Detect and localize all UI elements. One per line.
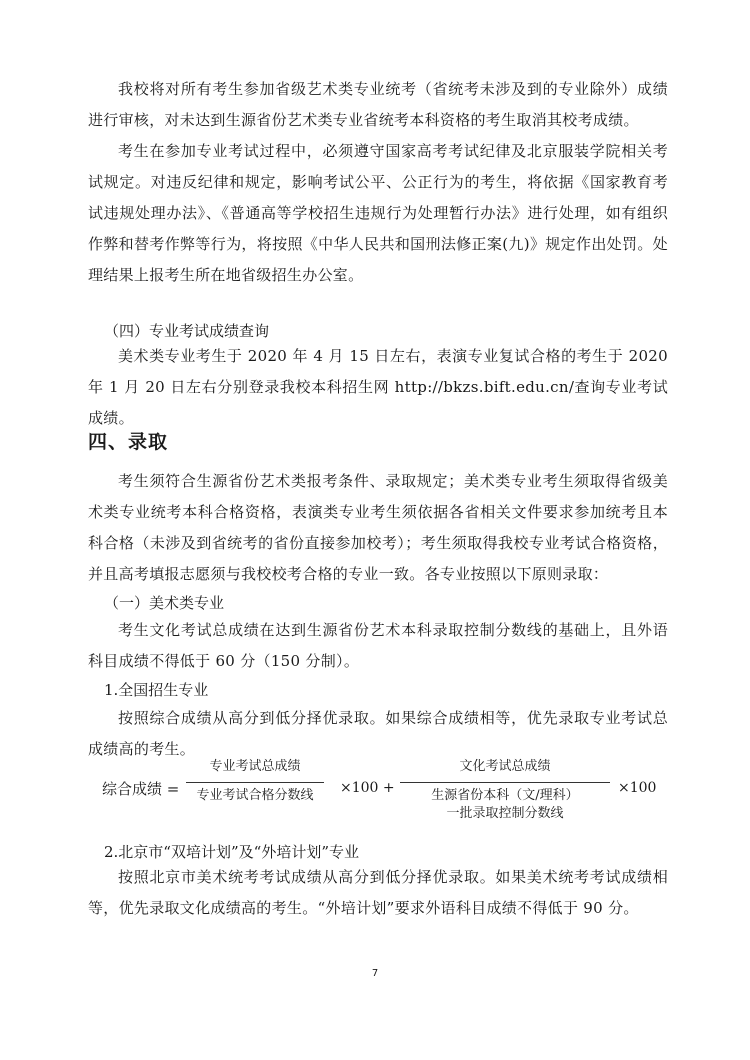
fraction-culture-denominator-line2: 一批录取控制分数线 [446,806,564,821]
item-national-majors-title: 1.全国招生专业 [104,681,209,699]
formula-times-plus: ×100 + [340,780,395,796]
fraction-culture [400,758,610,823]
item-beijing-programs-title: 2.北京市“双培计划”及“外培计划”专业 [104,843,359,861]
paragraph-score-query: 美术类专业考生于 2020 年 4 月 15 日左右，表演专业复试合格的考生于 2020 年 1 月 20 日左右分别登录我校本科招生网 http://bkzs.bift.edu.cn/查询专业考试成绩。 [88,347,668,427]
fraction-professional [186,758,324,805]
paragraph-score-review: 我校将对所有考生参加省级艺术类专业统考（省统考未涉及到的专业除外）成绩进行审核，对未达到生源省份艺术类专业省统考本科资格的考生取消其校考成绩。 [88,80,668,129]
fraction-professional-denominator: 专业考试合格分数线 [196,788,314,803]
section-score-query-title: （四）专业考试成绩查询 [104,322,270,340]
fraction-culture-numerator: 文化考试总成绩 [459,759,551,774]
composite-score-formula [88,758,688,838]
fraction-professional-numerator: 专业考试总成绩 [209,759,301,774]
paragraph-exam-discipline: 考生在参加专业考试过程中，必须遵守国家高考考试纪律及北京服装学院相关考试规定。对违反纪律和规定，影响考试公平、公正行为的考生，将依据《国家教育考试违规处理办法》、《普通高等学校招生违规行为处理暂行办法》进行处理，如有组织作弊和替考作弊等行为，将按照《中华人民共和国刑法修正案(九)》规定作出处罚。处理结果上报考生所在地省级招生办公室。 [88,142,668,284]
paragraph-national-majors: 按照综合成绩从高分到低分择优录取。如果综合成绩相等，优先录取专业考试总成绩高的考生。 [88,709,668,758]
formula-times: ×100 [618,780,657,796]
formula-label: 综合成绩 = [102,780,180,798]
paragraph-art-culture-score: 考生文化考试总成绩在达到生源省份艺术本科录取控制分数线的基础上，且外语科目成绩不得低于 60 分（150 分制）。 [88,621,668,670]
heading-admission: 四、录取 [88,431,169,453]
page-number: 7 [371,968,379,979]
paragraph-beijing-programs: 按照北京市美术统考考试成绩从高分到低分择优录取。如果美术统考考试成绩相等，优先录取文化成绩高的考生。“外培计划”要求外语科目成绩不得低于 90 分。 [88,868,668,917]
fraction-culture-denominator-line1: 生源省份本科（文/理科） [431,788,579,803]
paragraph-admission-requirements: 考生须符合生源省份艺术类报考条件、录取规定；美术类专业考生须取得省级美术类专业统考本科合格资格，表演类专业考生须依据各省相关文件要求参加统考且本科合格（未涉及到省统考的省份直接参加校考）；考生须取得我校专业考试合格资格，并且高考填报志愿须与我校校考合格的专业一致。各专业按照以下原则录取： [88,472,668,583]
fraction-bar [186,782,324,783]
subsection-art-title: （一）美术类专业 [104,594,225,612]
fraction-bar [400,782,610,783]
